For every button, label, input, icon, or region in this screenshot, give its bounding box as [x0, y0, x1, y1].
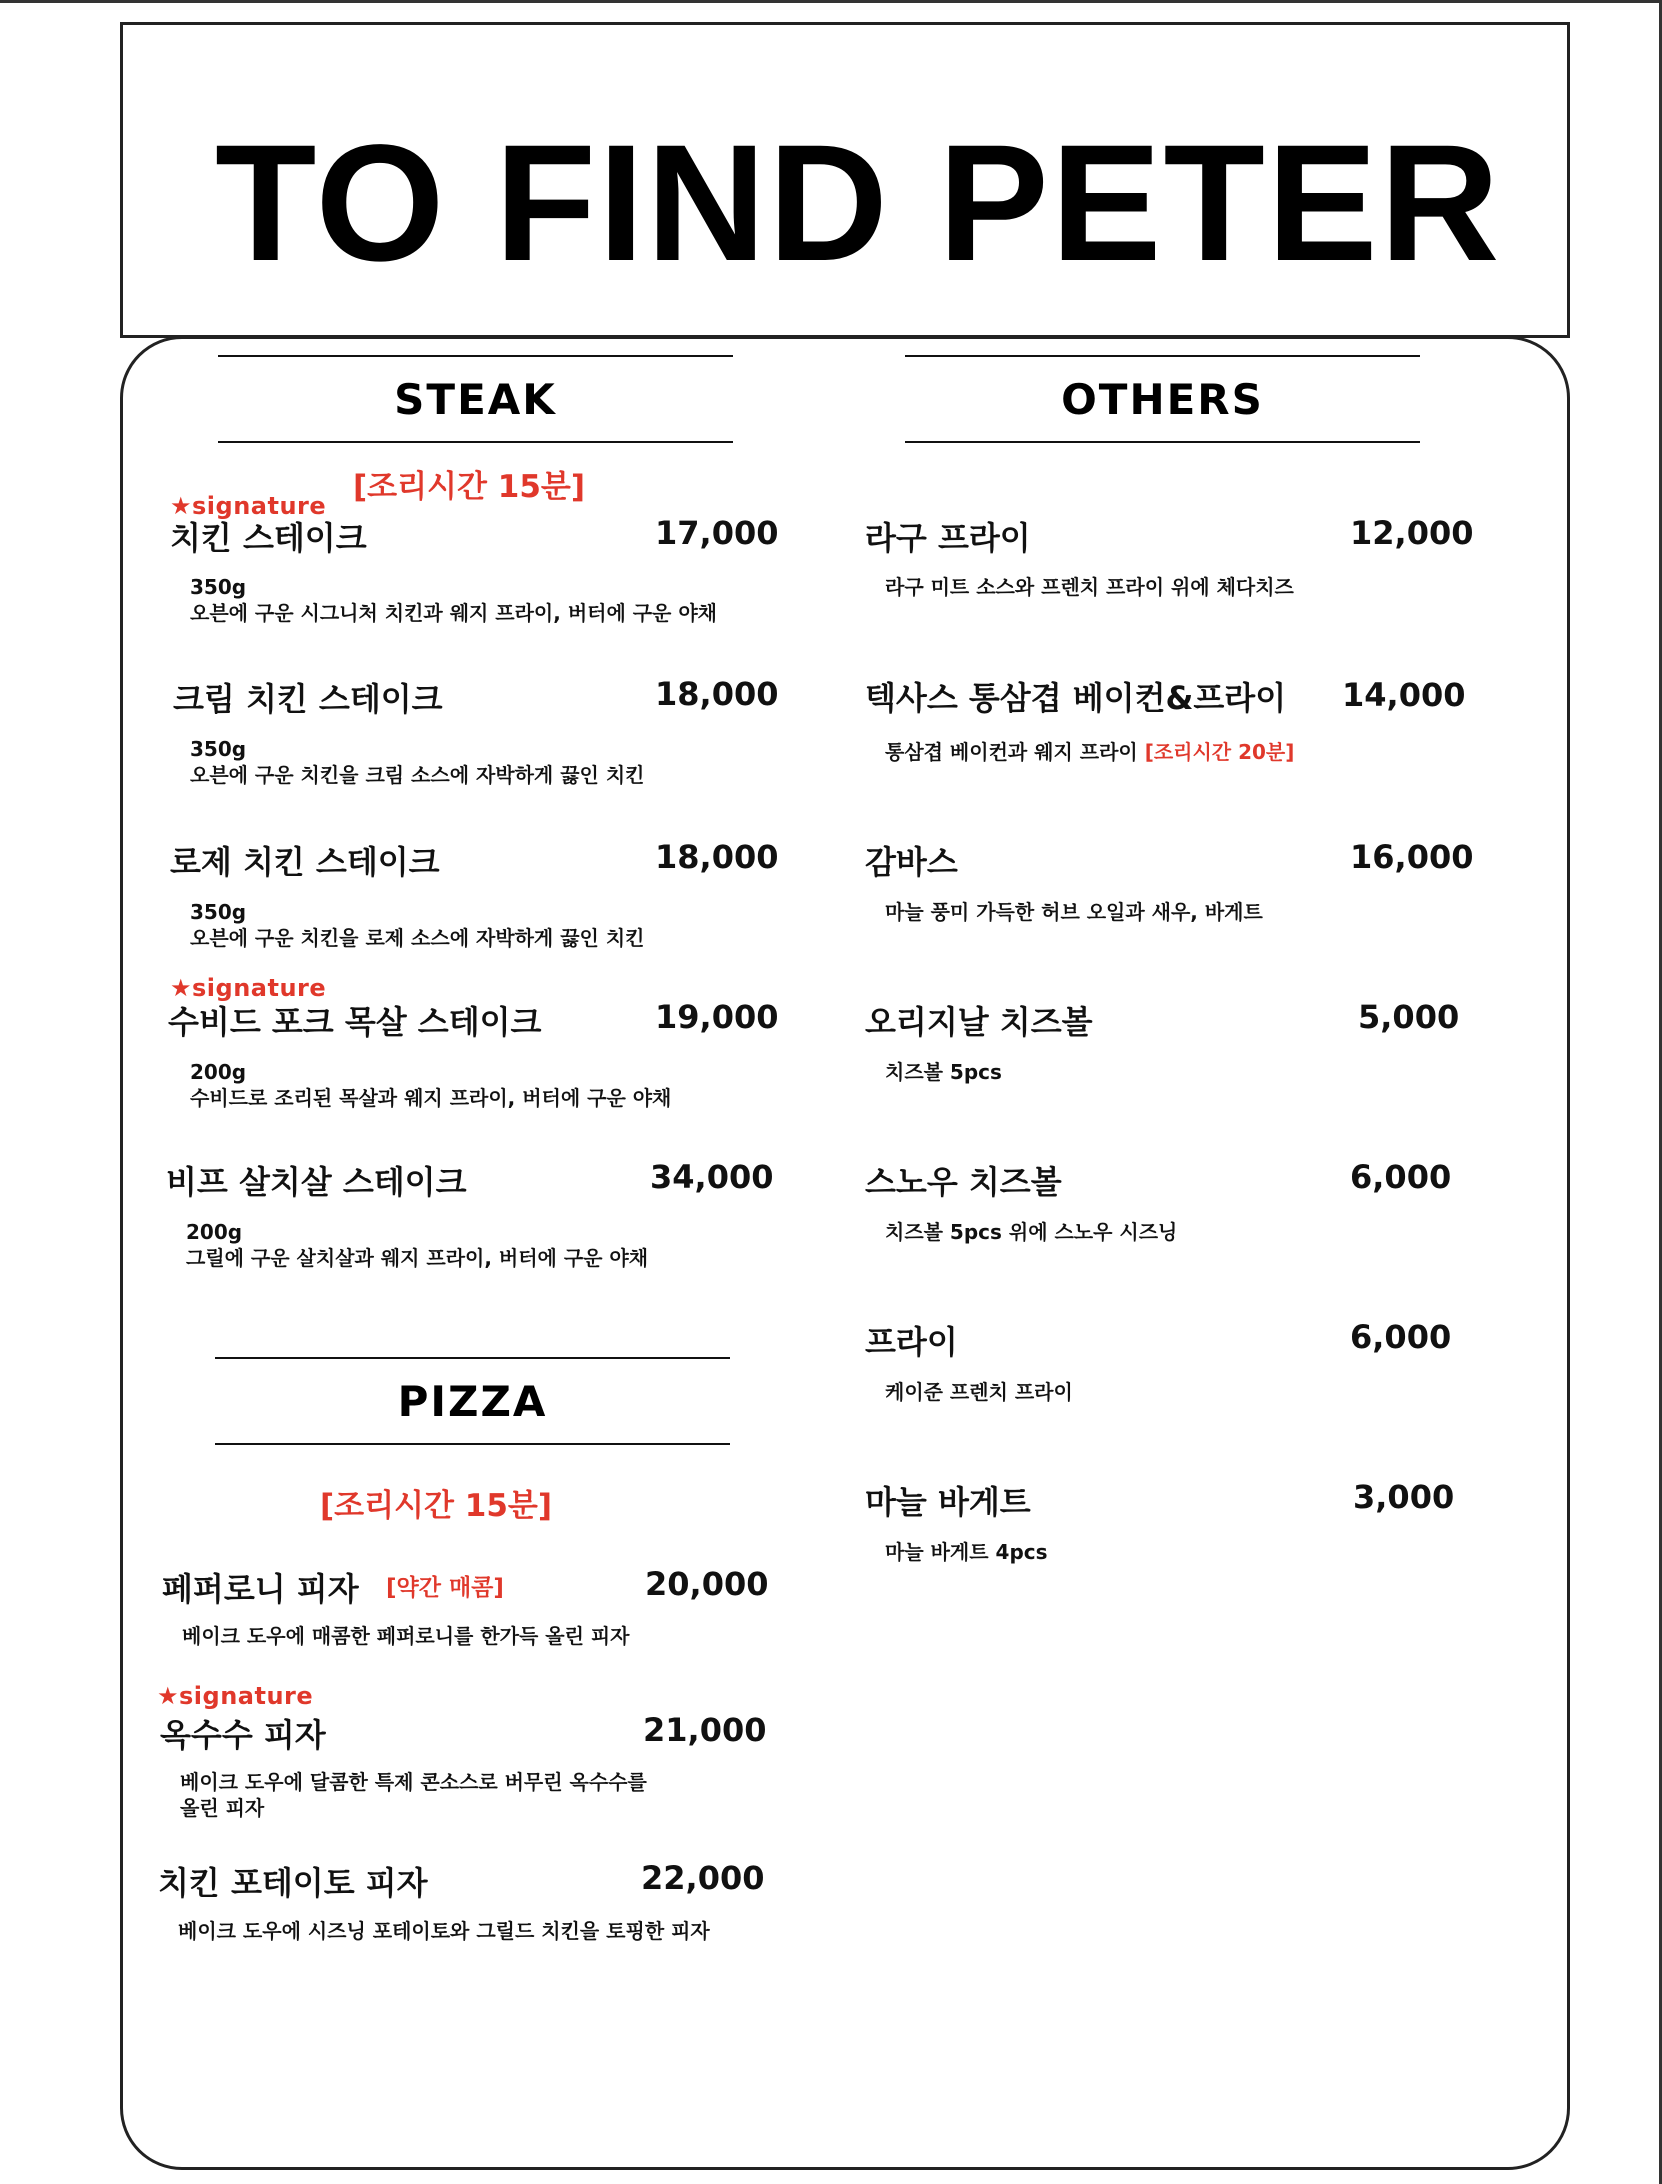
section-title-steak: STEAK	[394, 375, 557, 424]
menu-item-price: 16,000	[1350, 838, 1474, 876]
section-title-others: OTHERS	[1061, 375, 1264, 424]
menu-item-name: 치킨 포테이토 피자	[158, 1864, 428, 1902]
title-box	[120, 22, 1570, 338]
signature-badge: ★signature	[170, 492, 327, 520]
steak-section-header	[218, 355, 733, 445]
menu-item-price: 20,000	[645, 1565, 769, 1603]
menu-item-name: 마늘 바게트	[865, 1483, 1031, 1521]
menu-item-price: 14,000	[1342, 676, 1466, 714]
menu-item-name: 치킨 스테이크	[170, 519, 367, 557]
menu-item-desc: 라구 미트 소스와 프렌치 프라이 위에 체다치즈	[885, 575, 1294, 599]
menu-item-weight: 350g	[190, 575, 247, 599]
menu-item-desc: 오븐에 구운 치킨을 로제 소스에 자박하게 끓인 치킨	[190, 926, 645, 950]
header-rule-bottom	[215, 1443, 730, 1445]
menu-item-price: 17,000	[655, 514, 779, 552]
menu-item-desc: 치즈볼 5pcs	[885, 1060, 1002, 1084]
menu-item-price: 22,000	[641, 1859, 765, 1897]
menu-item-name: 텍사스 통삼겹 베이컨&프라이	[865, 679, 1287, 717]
section-title-pizza: PIZZA	[397, 1377, 548, 1426]
page-border-top	[0, 0, 1662, 3]
steak-cook-time: [조리시간 15분]	[353, 469, 585, 505]
menu-item-name: 로제 치킨 스테이크	[170, 843, 440, 881]
menu-item-desc: 오븐에 구운 시그니처 치킨과 웨지 프라이, 버터에 구운 야채	[190, 601, 717, 625]
menu-item-desc: 베이크 도우에 달콤한 특제 콘소스로 버무린 옥수수를	[180, 1770, 647, 1794]
menu-item-name: 수비드 포크 목살 스테이크	[168, 1003, 542, 1041]
menu-item-price: 34,000	[650, 1158, 774, 1196]
menu-item-price: 19,000	[655, 998, 779, 1036]
menu-item-price: 3,000	[1353, 1478, 1455, 1516]
menu-item-weight: 200g	[190, 1060, 247, 1084]
menu-item-desc: 오븐에 구운 치킨을 크림 소스에 자박하게 끓인 치킨	[190, 763, 645, 787]
menu-item-desc: 치즈볼 5pcs 위에 스노우 시즈닝	[885, 1220, 1178, 1244]
menu-item-price: 6,000	[1350, 1318, 1452, 1356]
menu-item-weight: 200g	[186, 1220, 243, 1244]
menu-item-desc-text: 통삼겹 베이컨과 웨지 프라이	[885, 740, 1138, 764]
header-rule-top	[905, 355, 1420, 357]
header-rule-bottom	[905, 441, 1420, 443]
signature-badge: ★signature	[157, 1682, 314, 1710]
signature-badge: ★signature	[170, 974, 327, 1002]
menu-item-name: 스노우 치즈볼	[865, 1163, 1062, 1201]
menu-item-desc	[885, 738, 1294, 766]
menu-item-price: 12,000	[1350, 514, 1474, 552]
others-section-header	[905, 355, 1420, 445]
header-rule-bottom	[218, 441, 733, 443]
menu-item-price: 5,000	[1358, 998, 1460, 1036]
spicy-tag: [약간 매콤]	[386, 1575, 504, 1601]
restaurant-title: TO FIND PETER	[215, 111, 1502, 296]
menu-item-desc: 케이준 프렌치 프라이	[885, 1380, 1073, 1404]
menu-item-desc: 베이크 도우에 시즈닝 포테이토와 그릴드 치킨을 토핑한 피자	[178, 1919, 710, 1943]
menu-item-price: 21,000	[643, 1711, 767, 1749]
header-rule-top	[218, 355, 733, 357]
menu-item-name: 옥수수 피자	[160, 1716, 326, 1754]
menu-item-weight: 350g	[190, 900, 247, 924]
menu-item-desc: 마늘 풍미 가득한 허브 오일과 새우, 바게트	[885, 900, 1263, 924]
menu-item-name: 크림 치킨 스테이크	[173, 680, 443, 718]
menu-item-weight: 350g	[190, 737, 247, 761]
cook-time-note: [조리시간 20분]	[1144, 740, 1295, 764]
menu-item-price: 6,000	[1350, 1158, 1452, 1196]
menu-item-name: 페퍼로니 피자	[162, 1570, 359, 1608]
menu-item-name: 비프 살치살 스테이크	[166, 1163, 467, 1201]
menu-item-desc: 그릴에 구운 살치살과 웨지 프라이, 버터에 구운 야채	[186, 1246, 649, 1270]
menu-item-price: 18,000	[655, 838, 779, 876]
menu-item-name: 오리지날 치즈볼	[865, 1003, 1093, 1041]
menu-item-name: 라구 프라이	[865, 519, 1031, 557]
menu-item-desc-line2: 올린 피자	[180, 1796, 265, 1820]
menu-item-name: 프라이	[865, 1323, 958, 1361]
menu-item-name: 감바스	[865, 843, 958, 881]
header-rule-top	[215, 1357, 730, 1359]
menu-item-desc: 마늘 바게트 4pcs	[885, 1540, 1048, 1564]
pizza-section-header	[215, 1357, 730, 1447]
menu-item-price: 18,000	[655, 675, 779, 713]
menu-item-desc: 수비드로 조리된 목살과 웨지 프라이, 버터에 구운 야채	[190, 1086, 672, 1110]
pizza-cook-time: [조리시간 15분]	[320, 1488, 552, 1524]
menu-item-desc: 베이크 도우에 매콤한 페퍼로니를 한가득 올린 피자	[182, 1624, 630, 1648]
